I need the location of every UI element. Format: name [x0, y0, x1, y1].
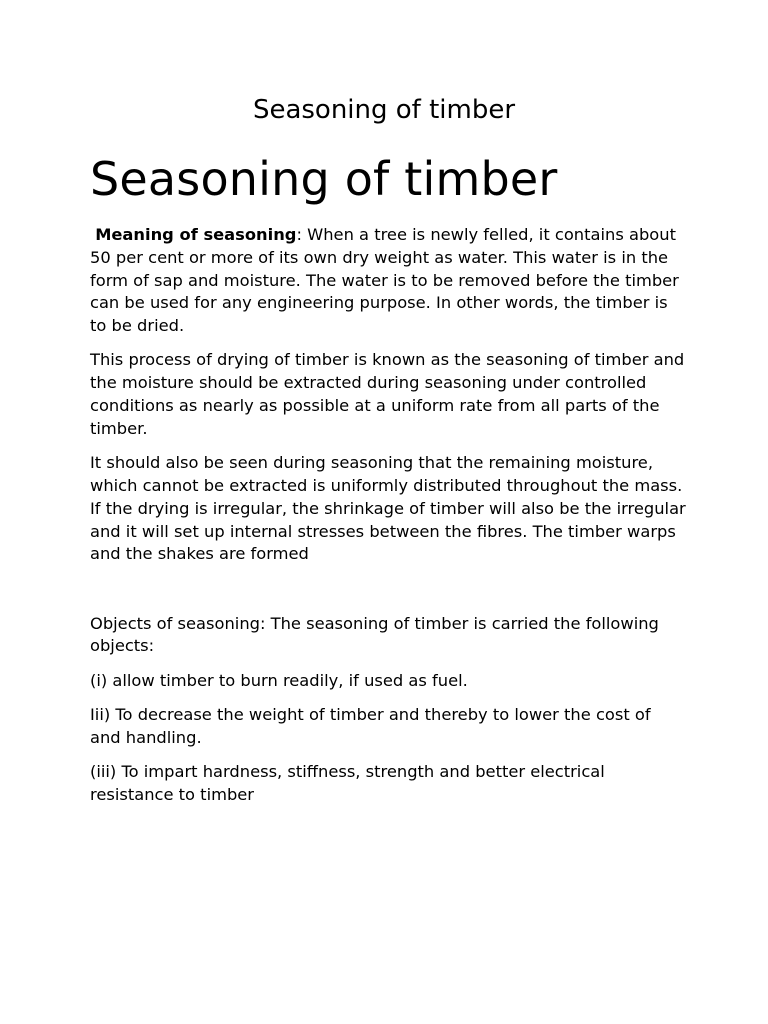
- paragraph-text: : When a tree is newly felled, it contains about 50 per cent or more of its own dry weight as water. This water is in the form of sap and moisture. The water is to be removed before the timber can be used for any engineering purpose. In other words, the timber is to be dried.: [90, 225, 679, 336]
- document-heading: Seasoning of timber: [90, 152, 558, 206]
- document-body: [90, 150, 686, 818]
- list-item-object-3: (iii) To impart hardness, stiffness, strength and better electrical resistance to timber: [90, 762, 605, 804]
- paragraph-objects-of-seasoning: Objects of seasoning: The seasoning of timber is carried the following objects:: [90, 613, 659, 656]
- list-item-object-2: Iii) To decrease the weight of timber and thereby to lower the cost of and handling.: [90, 705, 651, 747]
- paragraph-drying-process: This process of drying of timber is known as the seasoning of timber and the moisture should be extracted during seasoning under controlled conditions as nearly as possible at a uniform rate from all parts of the timber.: [90, 350, 685, 438]
- paragraph-meaning-of-seasoning: [90, 224, 686, 338]
- paragraph-lead-bold: Meaning of seasoning: [95, 225, 297, 244]
- blank-space: [90, 578, 686, 613]
- page-title: Seasoning of timber: [252, 95, 516, 125]
- list-item-object-1: (i) allow timber to burn readily, if used as fuel.: [90, 670, 468, 690]
- paragraph-remaining-moisture: It should also be seen during seasoning that the remaining moisture, which cannot be extracted is uniformly distributed throughout the mass. If the drying is irregular, the shrinkage of timber will also be the irregular and it will set up internal stresses between the fibres. The timber warps and the shakes are formed: [90, 453, 686, 564]
